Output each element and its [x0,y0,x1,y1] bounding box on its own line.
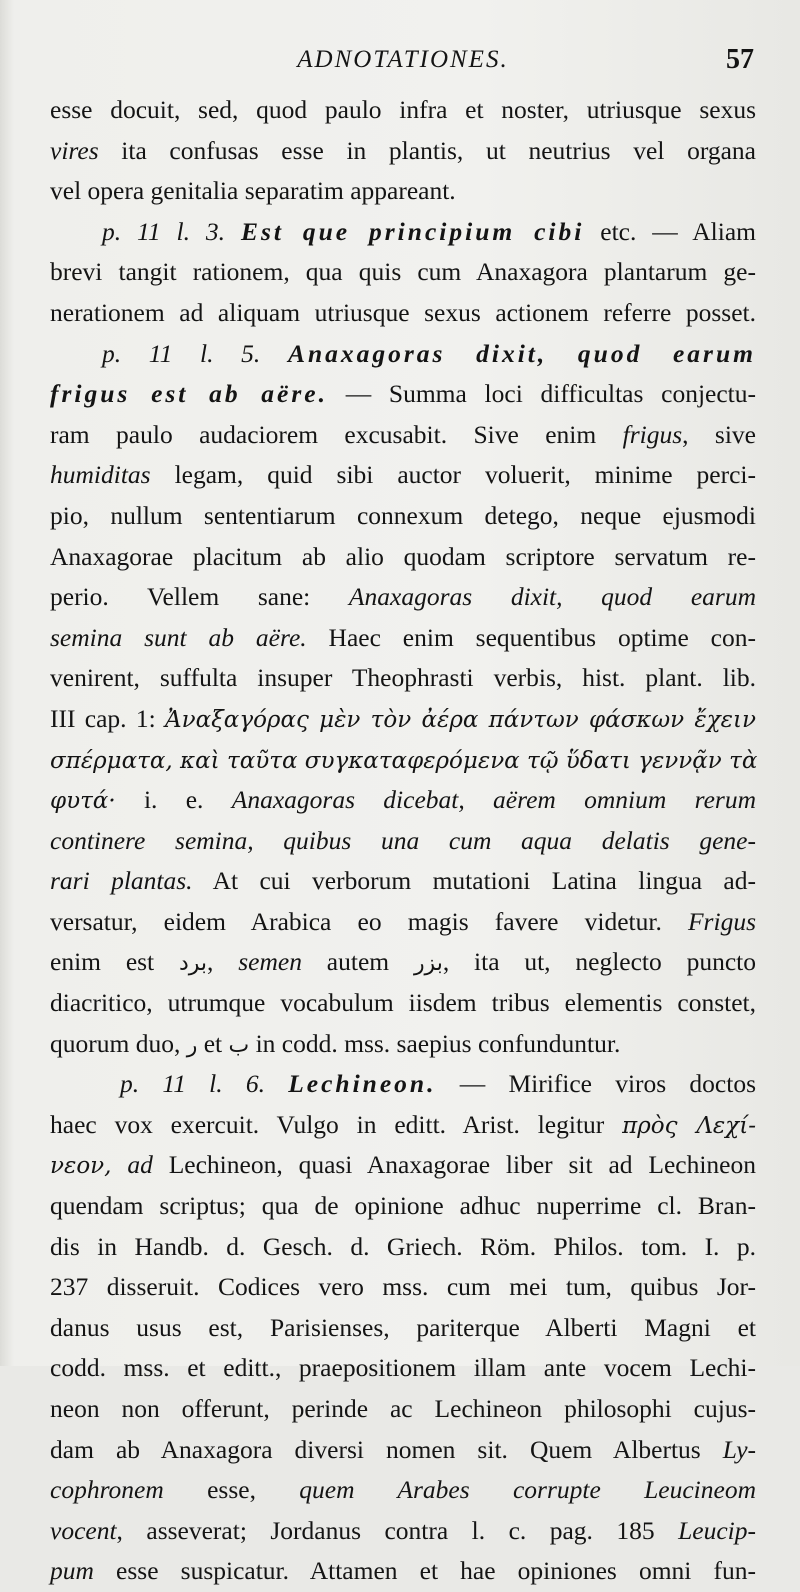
text-segment: , ita ut, neglecto puncto [442,947,756,977]
text-segment: codd. mss. et editt., praepositionem illam ante vocem Lechi- [50,1353,756,1383]
arabic-word: برد [178,951,208,977]
text-segment: 237 disseruit. Codices vero mss. cum mei tum, quibus Jor- [50,1272,756,1302]
text-segment: Haec enim sequentibus optime con- [306,622,756,652]
text-line [50,1227,756,1268]
page-number: 57 [726,44,754,75]
arabic-word: ر [186,1032,198,1058]
greek-quote: νεον, [50,1153,112,1180]
text-segment: quem Arabes corrupte Leucineom [299,1475,756,1505]
text-segment: Frigus [687,906,756,936]
text-segment: semen [238,947,302,977]
text-segment: , sive [682,419,757,449]
text-segment: , asseverat; Jordanus contra l. c. pag. 185 [116,1515,679,1545]
arabic-word: بزر [413,951,443,977]
text-segment: esse, [163,1475,300,1505]
text-segment: ita confusas esse in plantis, ut neutrius vel organa [98,135,756,165]
text-segment: vocent [50,1515,117,1545]
text-segment: i. e. [115,785,232,815]
text-segment: , [207,947,239,977]
text-segment: diacritico, utrumque vocabulum iisdem tribus elementis constet, [50,988,756,1018]
text-line [50,1348,756,1389]
text-line [50,496,756,537]
text-segment: pio, nullum sententiarum connexum detego, neque ejusmodi [50,500,756,530]
text-line [50,740,756,781]
text-line [50,1430,756,1471]
text-line [50,90,756,131]
text-line [50,618,756,659]
text-line [50,821,756,862]
text-segment: quorum duo, [50,1028,187,1058]
text-line [50,658,756,699]
text-line [50,1389,756,1430]
text-line [50,1267,756,1308]
text-line [50,171,756,212]
text-segment: vires [50,135,99,165]
text-segment: Ly- [722,1434,756,1464]
text-segment: cophronem [50,1475,164,1505]
text-segment: danus usus est, Parisienses, pariterque Alberti Magni et [50,1312,756,1342]
text-line [50,455,756,496]
text-segment: Leucip- [678,1515,756,1545]
text-segment: frigus [622,419,683,449]
running-head [50,36,756,84]
text-segment: continere semina, quibus una cum aqua delatis gene- [50,825,756,855]
greek-quote: σπέρματα, καὶ ταῦτα συγκαταφερόμενα τῷ ὕδατι γεννᾷν τὰ [50,747,758,774]
arabic-word: ب [228,1032,250,1058]
text-line [50,252,756,293]
text-line [50,1551,756,1592]
text-line [50,902,756,943]
text-segment: esse suspicatur. Attamen et hae opiniones omni fun- [93,1556,756,1586]
text-line [50,1470,756,1511]
text-segment: nerationem ad aliquam utriusque sexus actionem referre posset. [50,297,756,327]
text-segment: p. 11 l. 3. [102,216,241,246]
text-segment: ram paulo audaciorem excusabit. Sive enim [50,419,623,449]
text-line [50,1105,756,1146]
text-segment: semina sunt ab aëre. [50,622,307,652]
greek-quote: Ἀναξαγόρας μὲν τὸν ἀέρα πάντων φάσκων ἔχειν [165,706,756,733]
text-segment: Anaxagoras dicebat, aërem omnium rerum [231,785,756,815]
text-segment [111,1150,127,1179]
text-line [50,334,756,375]
text-segment: vel opera genitalia separatim appareant. [50,176,456,206]
text-segment: p. 11 l. 6. [120,1069,289,1099]
text-line [50,577,756,618]
text-line [50,1186,756,1227]
greek-quote: φυτά· [50,788,116,815]
text-line [50,374,756,415]
text-segment: dam ab Anaxagora diversi nomen sit. Quem Albertus [50,1434,723,1464]
text-segment: quendam scriptus; qua de opinione adhuc nuperrime cl. Bran- [50,1191,756,1221]
text-segment: esse docuit, sed, quod paulo infra et noster, utriusque sexus [50,95,756,124]
text-segment: Lechineon, quasi Anaxagorae liber sit ad Lechineon [152,1150,756,1180]
text-segment: Est que principium cibi [240,216,585,246]
text-line [50,780,756,821]
text-segment: pum [50,1556,94,1586]
text-segment: versatur, eidem Arabica eo magis favere videtur. [50,906,688,936]
text-line [50,1145,756,1186]
body-text [50,90,756,1592]
greek-quote: πρὸς Λεχί- [622,1112,756,1139]
text-segment: rari plantas. [50,866,193,896]
text-segment: perio. Vellem sane: [50,582,349,612]
text-line [50,1064,756,1105]
text-line [50,1511,756,1552]
text-segment: Anaxagoras dixit, quod earum [287,338,756,368]
text-line [50,537,756,578]
text-segment: legam, quid sibi auctor voluerit, minime perci- [150,460,756,490]
text-segment: Lechineon. [288,1069,437,1099]
text-segment: ad [127,1150,153,1180]
text-segment: dis in Handb. d. Gesch. d. Griech. Röm. Philos. tom. I. p. [50,1231,756,1261]
text-line [50,1308,756,1349]
text-line [50,131,756,172]
text-segment: At cui verborum mutationi Latina lingua ad- [192,866,756,896]
text-segment: — Mirifice viros doctos [436,1069,756,1099]
text-line [50,983,756,1024]
text-segment: in codd. mss. saepius confunduntur. [249,1028,621,1058]
text-segment: — Summa loci difficultas conjectu- [328,379,756,409]
text-line [50,699,756,740]
text-segment: humiditas [50,460,151,490]
text-line [50,942,756,983]
text-segment: brevi tangit rationem, qua quis cum Anaxagora plantarum ge- [50,257,756,287]
text-segment: Anaxagorae placitum ab alio quodam scriptore servatum re- [50,541,756,571]
running-title: ADNOTATIONES. [297,46,509,73]
text-segment: enim est [50,947,179,977]
text-line [50,861,756,902]
text-segment: Anaxagoras dixit, quod earum [348,582,756,612]
text-segment: III cap. 1: [50,703,166,733]
text-line [50,415,756,456]
text-segment: etc. — Aliam [584,216,756,246]
text-segment: frigus est ab aëre. [50,379,328,409]
text-segment: haec vox exercuit. Vulgo in editt. Arist. legitur [50,1109,623,1139]
text-segment: p. 11 l. 5. [102,338,288,368]
text-line [50,293,756,334]
text-segment: venirent, suffulta insuper Theophrasti verbis, hist. plant. lib. [50,663,756,693]
text-segment: neon non offerunt, perinde ac Lechineon philosophi cujus- [50,1394,756,1423]
text-line [50,1024,756,1065]
text-segment: autem [301,947,414,977]
text-line [50,212,756,253]
text-segment: et [197,1028,229,1058]
